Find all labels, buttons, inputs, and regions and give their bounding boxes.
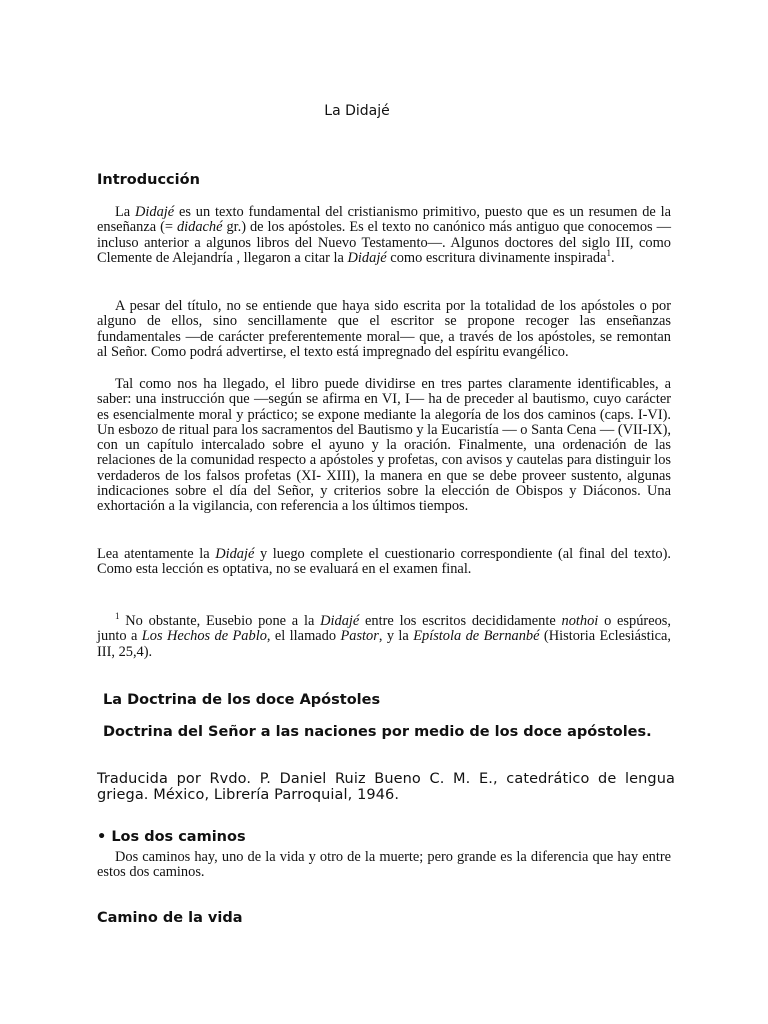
doctrina-subheading: Doctrina del Señor a las naciones por medio de los doce apóstoles. — [103, 724, 652, 740]
footnote-number: 1 — [115, 611, 120, 622]
intro-paragraph-2: A pesar del título, no se entiende que haya sido escrita por la totalidad de los apóstoles o por alguno de ellos, sino sencillamente que el escritor se propone recoger las enseñanzas fundamentales —de carácter preferentemente moral— que, a través de los apóstoles, se remontan al Señor. Como podrá advertirse, el texto está impregnado del espíritu evangélico. — [97, 298, 671, 360]
footnote-ref[interactable]: 1 — [606, 248, 611, 259]
section-heading-dos-caminos: • Los dos caminos — [97, 829, 246, 845]
section-heading-introduccion: Introducción — [97, 172, 200, 188]
translation-credit: Traducida por Rvdo. P. Daniel Ruiz Bueno C. M. E., catedrático de lengua griega. México, Librería Parroquial, 1946. — [97, 771, 675, 803]
intro-paragraph-3: Tal como nos ha llegado, el libro puede dividirse en tres partes claramente identificables, a saber: una instrucción que —según se afirma en VI, I— ha de preceder al bautismo, cuyo carácter es esencialmente moral y práctico; se expone mediante la alegoría de los dos caminos (caps. I-VI). Un esbozo de ritual para los sacramentos del Bautismo y la Eucaristía — o Santa Cena — (VII-IX), con un capítulo intercalado sobre el ayuno y la oración. Finalmente, una ordenación de las relaciones de la comunidad respecto a apóstoles y profetas, con avisos y cautelas para distinguir los verdaderos de los falsos profetas (XI- XIII), la manera en que se debe proveer sustento, algunas indicaciones sobre el día del Señor, y criterios sobre la elección de Obispos y Diáconos. Una exhortación a la vigilancia, con referencia a los últimos tiempos. — [97, 376, 671, 515]
intro-paragraph-4: Lea atentamente la Didajé y luego complete el cuestionario correspondiente (al final del texto). Como esta lección es optativa, no se evaluará en el examen final. — [97, 546, 672, 578]
dos-caminos-text: Dos caminos hay, uno de la vida y otro de la muerte; pero grande es la diferencia que hay entre estos dos caminos. — [97, 849, 671, 881]
intro-paragraph-1: La Didajé es un texto fundamental del cristianismo primitivo, puesto que es un resumen de la enseñanza (= didaché gr.) de los apóstoles. Es el texto no canónico más antiguo que conocemos —incluso anterior a algunos libros del Nuevo Testamento—. Algunos doctores del siglo III, como Clemente de Alejandría , llegaron a citar la Didajé como escritura divinamente inspirada$^1$. — [97, 204, 671, 266]
section-heading-doctrina: La Doctrina de los doce Apóstoles — [103, 692, 381, 708]
footnote: $^1$ No obstante, Eusebio pone a la Didajé entre los escritos decididamente nothoi o espúreos, junto a Los Hechos de Pablo, el llamado Pastor, y la Epístola de Bernanbé (Historia Eclesiástica, III, 25,4). — [97, 611, 672, 660]
document-title: La Didajé — [324, 103, 390, 119]
section-heading-camino-vida: Camino de la vida — [97, 910, 243, 926]
